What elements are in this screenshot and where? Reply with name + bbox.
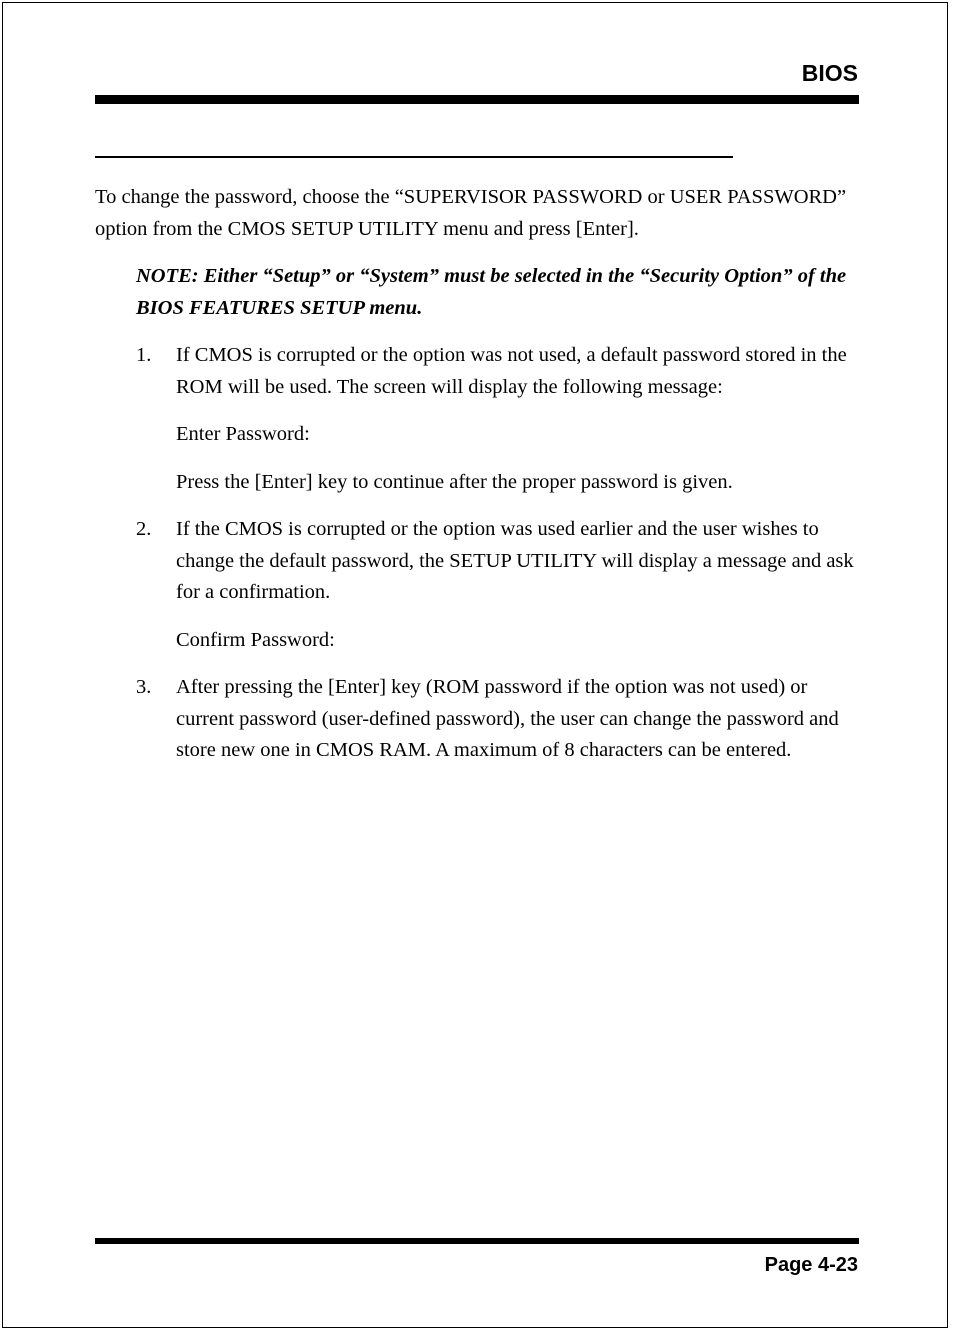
page-number: Page 4-23 (764, 1254, 858, 1276)
list-item-number: 2. (136, 518, 152, 540)
list-item (136, 340, 863, 403)
intro-paragraph: To change the password, choose the “SUPERVISOR PASSWORD or USER PASSWORD” option from the CMOS SETUP UTILITY menu and press [Enter]. (95, 186, 847, 240)
section-rule (95, 156, 733, 158)
list-item (136, 514, 863, 609)
footer-rule (95, 1238, 859, 1244)
sub-paragraph: Confirm Password: (176, 628, 335, 651)
sub-paragraph: Enter Password: (176, 423, 310, 445)
list-item (136, 672, 863, 767)
list-item-text: After pressing the [Enter] key (ROM password if the option was not used) or current password (user-defined password), the user can change the password and store new one in CMOS RAM. A maximum of 8 characters can be entered. (176, 676, 839, 761)
list-item-number: 1. (136, 344, 152, 366)
header-title: BIOS (801, 60, 858, 86)
page-content (95, 182, 863, 783)
note-paragraph: NOTE: Either “Setup” or “System” must be selected in the “Security Option” of the BIOS FEATURES SETUP menu. (136, 265, 847, 319)
list-item-text: If the CMOS is corrupted or the option was used earlier and the user wishes to change the default password, the SETUP UTILITY will display a message and ask for a confirmation. (176, 518, 854, 603)
list-item-text: If CMOS is corrupted or the option was not used, a default password stored in the ROM will be used. The screen will display the following message: (176, 344, 847, 398)
sub-paragraph: Press the [Enter] key to continue after the proper password is given. (176, 470, 733, 493)
list-item-number: 3. (136, 676, 152, 698)
header-rule (95, 95, 859, 104)
